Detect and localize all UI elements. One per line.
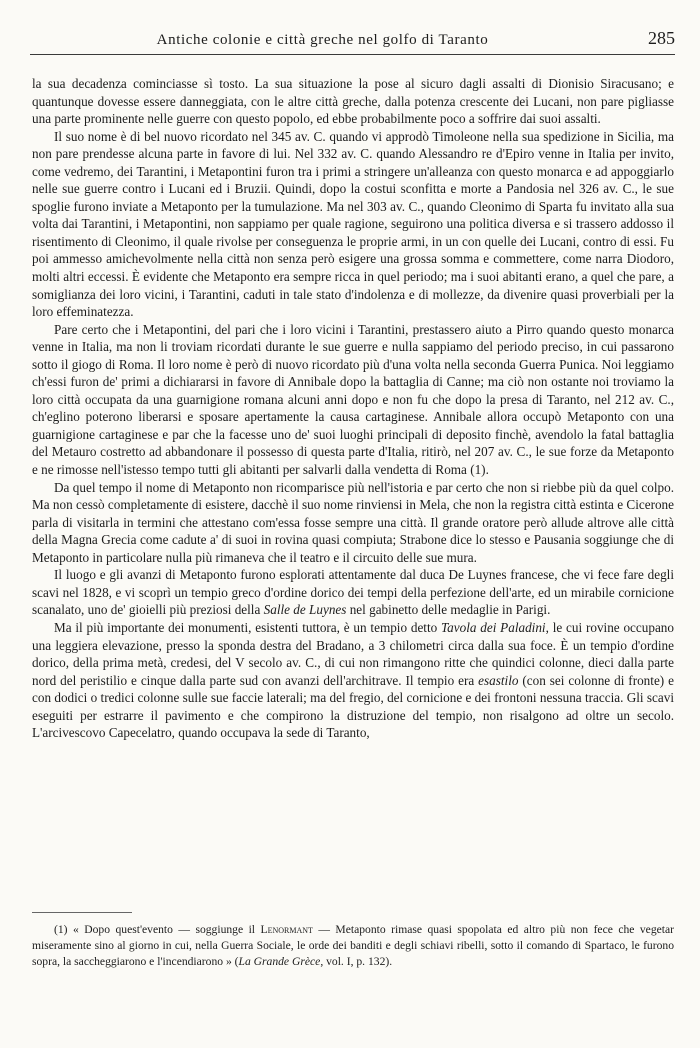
paragraph-6-italic-name: Tavola dei Paladini xyxy=(441,619,546,635)
paragraph-3: Pare certo che i Metapontini, del pari che i loro vicini i Tarantini, prestassero aiuto a Pirro quando questo monarca venne in Italia, ma non li troviam ricordati durante le sue guerre e nulla sappiamo del periodo preciso, in cui passarono sotto il giogo di Roma. Il loro nome è però di nuovo ricordato più d'una volta nella seconda Guerra Punica. Noi leggiamo ch'essi furon de' primi a dichiararsi in favore di Annibale dopo la battaglia di Canne; ma ciò non ostante noi troviamo la loro città occupata da una guarnigione romana alcuni anni dopo e non fu che dopo la presa di Taranto, nel 212 av. C., ch'eglino poterono liberarsi e sposare apertamente la causa cartaginese. Annibale allora occupò Metaponto con una guarnigione cartaginese e par che la facesse uno de' suoi luoghi principali di deposito finchè, avendolo la fatal battaglia del Metauro costretto ad abbandonare il possesso di questa parte d'Italia, ritirò, nel 207 av. C., le sue forze da Metaponto e ne rimosse nell'istesso tempo tutti gli abitanti per salvarli dalla vendetta di Roma (1). xyxy=(32,321,674,478)
footnote-text: (1) « Dopo quest'evento — soggiunge il xyxy=(54,923,261,936)
footnote-work-title: La Grande Grèce xyxy=(238,955,321,969)
running-head: Antiche colonie e città greche nel golfo di Taranto xyxy=(156,32,489,48)
footnote-text-middle: — Metaponto rimase quasi spopolata ed altro più non fece che vegetar miseramente sino al giorno in cui, nella Guerra Sociale, le orde dei banditi e degli schiavi ribelli, sotto il comando di Spartaco, le furono sopra, la saccheggiarono e l'incendiarono » ( xyxy=(32,923,674,969)
paragraph-1: la sua decadenza cominciasse sì tosto. La sua situazione la pose al sicuro dagli assalti di Dionisio Siracusano; e quantunque dovesse essere danneggiata, con le altre città greche, dalla potenza crescente dei Lucani, non pare pigliasse una parte prominente nelle guerre con questo popolo, ed ebbe probabilmente poco a soffrire dai suoi assalti. xyxy=(32,76,674,127)
paragraph-5-italic: Salle de Luynes xyxy=(263,602,347,618)
paragraph-5-text-end: nel gabinetto delle medaglie in Parigi. xyxy=(346,602,551,618)
footnote-1 xyxy=(32,922,674,971)
paragraph-6-text: Ma il più importante dei monumenti, esistenti tuttora, è un tempio detto xyxy=(54,619,442,635)
paragraph-5-text: Il luogo e gli avanzi di Metaponto furono esplorati attentamente dal duca De Luynes francese, che vi fece fare degli scavi nel 1828, e vi scoprì un tempio greco d'ordine dorico dei tempi della perfezione dell'arte, ed un mirabile cornicione scanalato, uno de' gioielli più preziosi della xyxy=(32,567,674,618)
paragraph-4: Da quel tempo il nome di Metaponto non ricomparisce più nell'istoria e par certo che non si riebbe più da quel colpo. Ma non cessò completamente di esistere, dacchè il suo nome rinviensi in Mela, che non la registra città estinta e Cicerone parla di visitarla in termini che attestano com'essa fosse sempre una città. Il grande oratore però allude altrove alle città della Magna Grecia come cadute a' di suoi in rovina quasi compiuta; Strabone dice lo stesso e Pausania soggiunge che di Metaponto in particolare nulla più rimaneva che il teatro e il circuito delle sue mura. xyxy=(32,479,674,565)
page-header xyxy=(30,24,675,50)
footnote-text-end: , vol. I, p. 132). xyxy=(320,955,393,969)
main-text xyxy=(32,75,674,742)
footnote-rule xyxy=(32,912,132,913)
footnote xyxy=(32,922,674,971)
paragraph-2: Il suo nome è di bel nuovo ricordato nel 345 av. C. quando vi approdò Timoleone nella sua spedizione in Sicilia, ma non pare prendesse alcuna parte in favore di lui. Nel 332 av. C. quando Alessandro re d'Epiro venne in Italia per invito, come vedremo, dei Tarantini, i Metapontini furon tra i primi a stringere un'alleanza con questo monarca e ad appoggiarlo nelle sue guerre contro i Lucani ed i Bruzii. Quindi, dopo la costui sconfitta e morte a Pandosia nel 326 av. C., le sue spoglie furono inviate a Metaponto per la tumulazione. Ma nel 303 av. C., quando Cleonimo di Sparta fu invitato alla sua volta dai Tarantini, i Metapontini, non sappiamo per quale ragione, seguirono una politica diversa e si trassero addosso il risentimento di Cleonimo, il quale rivolse per conseguenza le proprie armi, in un con quelle dei Lucani, contro di essi. Fu poi ammesso amichevolmente nella città non senza però esigere una grossa somma e commettere, come narra Diodoro, molti altri eccessi. È evidente che Metaponto era sempre ricca in quel periodo; ma i suoi abitanti erano, a quel che pare, a somiglianza dei loro vicini, i Tarantini, caduti in tale stato d'indolenza e di mollezze, da divenire quasi proverbiali per la loro effeminatezza. xyxy=(32,128,674,320)
footnote-author: Lenormant xyxy=(260,923,313,936)
header-rule xyxy=(30,54,675,55)
paragraph-5 xyxy=(32,566,674,619)
paragraph-6 xyxy=(32,619,674,742)
paragraph-6-text-end: (con sei colonne di fronte) e con dodici o tredici colonne sulle sue faccie laterali; ma del fregio, del cornicione e dei frontoni nessuna traccia. Gli scavi eseguiti per estrarre il pavimento e che compirono la distruzione del tempio, non risalgono ad oltre un secolo. L'arcivescovo Capecelatro, quando occupava la sede di Taranto, xyxy=(32,672,674,741)
paragraph-6-text-middle: , le cui rovine occupano una leggiera elevazione, presso la sponda destra del Bradano, a 3 chilometri circa dalla sua foce. È un tempio d'ordine dorico, della prima metà, credesi, del V secolo av. C., di cui non rimangono ritte che quindici colonne, dieci dalla parte nord del peristilio e cinque dalla parte sud con avanzi dell'architrave. Il tempio era xyxy=(32,619,674,688)
page-number: 285 xyxy=(648,28,675,48)
paragraph-6-italic-term: esastilo xyxy=(478,672,519,688)
